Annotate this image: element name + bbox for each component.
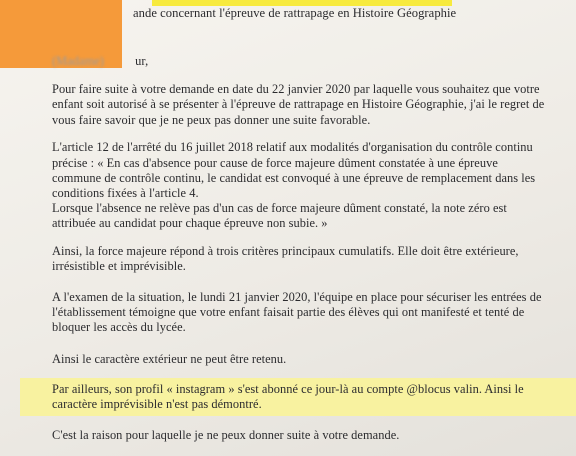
subject-line: ande concernant l'épreuve de rattrapage en Histoire Géographie (133, 6, 457, 20)
para4-line: l'établissement témoigne que votre enfant faisait partie des élèves qui ont manifesté et tenté de (52, 305, 525, 319)
para2-line: Lorsque l'absence ne relève pas d'un cas de force majeure dûment constaté, la note zéro est (52, 201, 507, 215)
para6-line: caractère imprévisible n'est pas démontré. (52, 397, 262, 411)
para3-line: irrésistible et imprévisible. (52, 259, 186, 273)
greeting (52, 54, 148, 68)
para1-line: Pour faire suite à votre demande en date du 22 janvier 2020 par laquelle vous souhaitez que votre (52, 82, 540, 96)
para7-line: C'est la raison pour laquelle je ne peux donner suite à votre demande. (52, 428, 400, 442)
para4-line: bloquer les accès du lycée. (52, 320, 186, 334)
greeting-redacted-name: (Madame) (52, 54, 105, 68)
para6-line: Par ailleurs, son profil « instagram » s'est abonné ce jour-là au compte @blocus valin. Ainsi le (52, 382, 524, 396)
para2-line: précise : « En cas d'absence pour cause de force majeure dûment constatée à une épreuve (52, 156, 498, 170)
para1-line: enfant soit autorisé à se présenter à l'épreuve de rattrapage en Histoire Géographie, j'ai le regret de (52, 97, 545, 111)
para5-line: Ainsi le caractère extérieur ne peut être retenu. (52, 352, 287, 366)
para2-line: L'article 12 de l'arrêté du 16 juillet 2018 relatif aux modalités d'organisation du contrôle continu (52, 140, 533, 154)
para1-line: vous faire savoir que je ne peux pas donner une suite favorable. (52, 113, 371, 127)
para2-line: attribuée au candidat pour chaque épreuve non subie. » (52, 216, 328, 230)
para2-line: conditions fixées à l'article 4. (52, 186, 199, 200)
para3-line: Ainsi, la force majeure répond à trois critères principaux cumulatifs. Elle doit être extérieure, (52, 244, 519, 258)
para2-line: commune de contrôle continu, le candidat est convoqué à une épreuve de remplacement dans les (52, 171, 536, 185)
para4-line: A l'examen de la situation, le lundi 21 janvier 2020, l'équipe en place pour sécuriser les entrées de (52, 290, 542, 304)
greeting-end: ur, (135, 54, 149, 68)
